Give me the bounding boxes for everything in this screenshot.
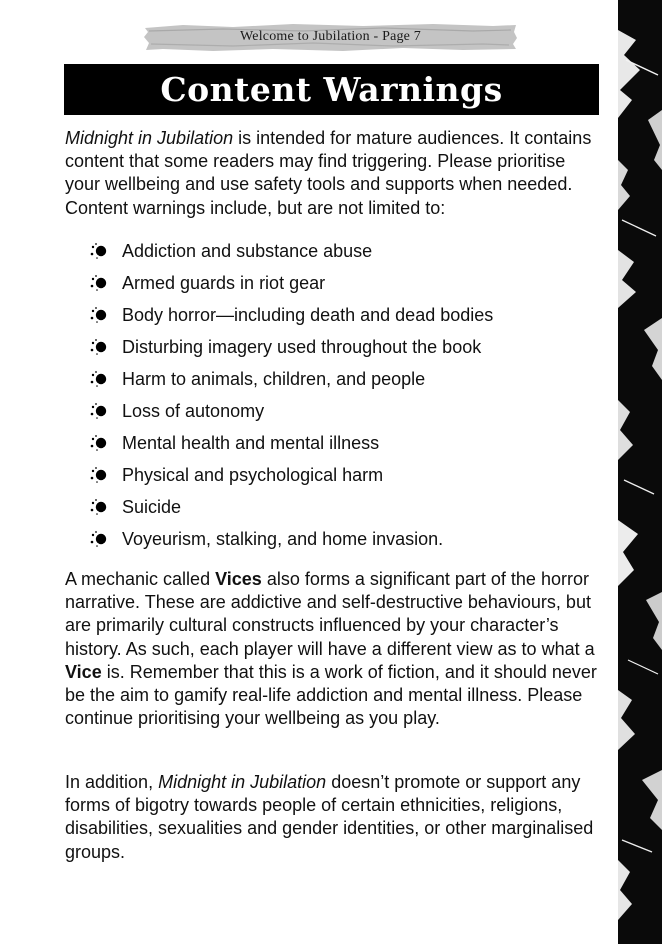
intro-text: is intended for mature audiences. It contains content that some readers may find triggering. Please prioritise your wellbeing and use safety tools and supports when needed. Content warnings include, but are not limited to: bbox=[65, 128, 592, 218]
list-item bbox=[88, 299, 493, 331]
game-title: Midnight in Jubilation bbox=[65, 128, 234, 148]
list-item bbox=[88, 395, 493, 427]
warning-label: Harm to animals, children, and people bbox=[122, 368, 426, 389]
warning-label: Body horror—including death and dead bodies bbox=[122, 304, 494, 325]
addition-text-1: In addition, bbox=[65, 772, 159, 792]
list-item bbox=[88, 427, 493, 459]
ink-splatter-bullet-icon bbox=[88, 273, 122, 293]
list-item bbox=[88, 235, 493, 267]
list-item bbox=[88, 363, 493, 395]
vice-term: Vice bbox=[65, 661, 102, 682]
list-item bbox=[88, 331, 493, 363]
vices-text-1: A mechanic called bbox=[65, 569, 216, 589]
warning-label: Loss of autonomy bbox=[122, 400, 265, 421]
list-item bbox=[88, 459, 493, 491]
game-title: Midnight in Jubilation bbox=[158, 772, 327, 792]
warning-label: Mental health and mental illness bbox=[122, 432, 380, 453]
list-item bbox=[88, 523, 493, 555]
vices-term: Vices bbox=[215, 569, 262, 589]
vices-text-3: is. Remember that this is a work of fiction, and it should never be the aim to gamify real-life addiction and mental illness. Please continue prioritising your wellbeing as you play. bbox=[65, 661, 597, 729]
ink-splatter-bullet-icon bbox=[88, 369, 122, 389]
warning-label: Physical and psychological harm bbox=[122, 464, 384, 485]
intro-paragraph bbox=[65, 127, 605, 220]
ink-splatter-bullet-icon bbox=[88, 305, 122, 325]
vices-paragraph bbox=[65, 568, 605, 730]
page-label: Welcome to Jubilation - Page 7 bbox=[240, 29, 421, 44]
addition-text-2: doesn’t promote or support any forms of bigotry towards people of certain ethnicities, religions, disabilities, sexualities and gender identities, or other marginalised groups. bbox=[65, 772, 594, 862]
ink-splatter-bullet-icon bbox=[88, 401, 122, 421]
addition-paragraph bbox=[65, 771, 605, 864]
ink-splatter-bullet-icon bbox=[88, 465, 122, 485]
list-item bbox=[88, 267, 493, 299]
warning-label: Armed guards in riot gear bbox=[122, 272, 326, 293]
warning-label: Suicide bbox=[122, 496, 182, 517]
ink-splatter-bullet-icon bbox=[88, 337, 122, 357]
page-header bbox=[143, 22, 518, 52]
ink-splatter-bullet-icon bbox=[88, 433, 122, 453]
content-warning-list bbox=[88, 235, 493, 555]
list-item bbox=[88, 491, 493, 523]
ink-splatter-bullet-icon bbox=[88, 529, 122, 549]
warning-label: Voyeurism, stalking, and home invasion. bbox=[122, 528, 444, 549]
title-bar bbox=[64, 64, 599, 115]
vices-text-2: also forms a significant part of the horror narrative. These are addictive and self-destructive behaviours, but are primarily cultural constructs influenced by your character’s history. As such, each player will have a different view as to what a bbox=[65, 569, 595, 659]
ink-splatter-bullet-icon bbox=[88, 497, 122, 517]
warning-label: Addiction and substance abuse bbox=[122, 240, 373, 261]
ink-splatter-bullet-icon bbox=[88, 241, 122, 261]
black-brush-edge-decoration bbox=[618, 0, 662, 944]
page-title: Content Warnings bbox=[160, 70, 503, 109]
warning-label: Disturbing imagery used throughout the book bbox=[122, 336, 482, 357]
